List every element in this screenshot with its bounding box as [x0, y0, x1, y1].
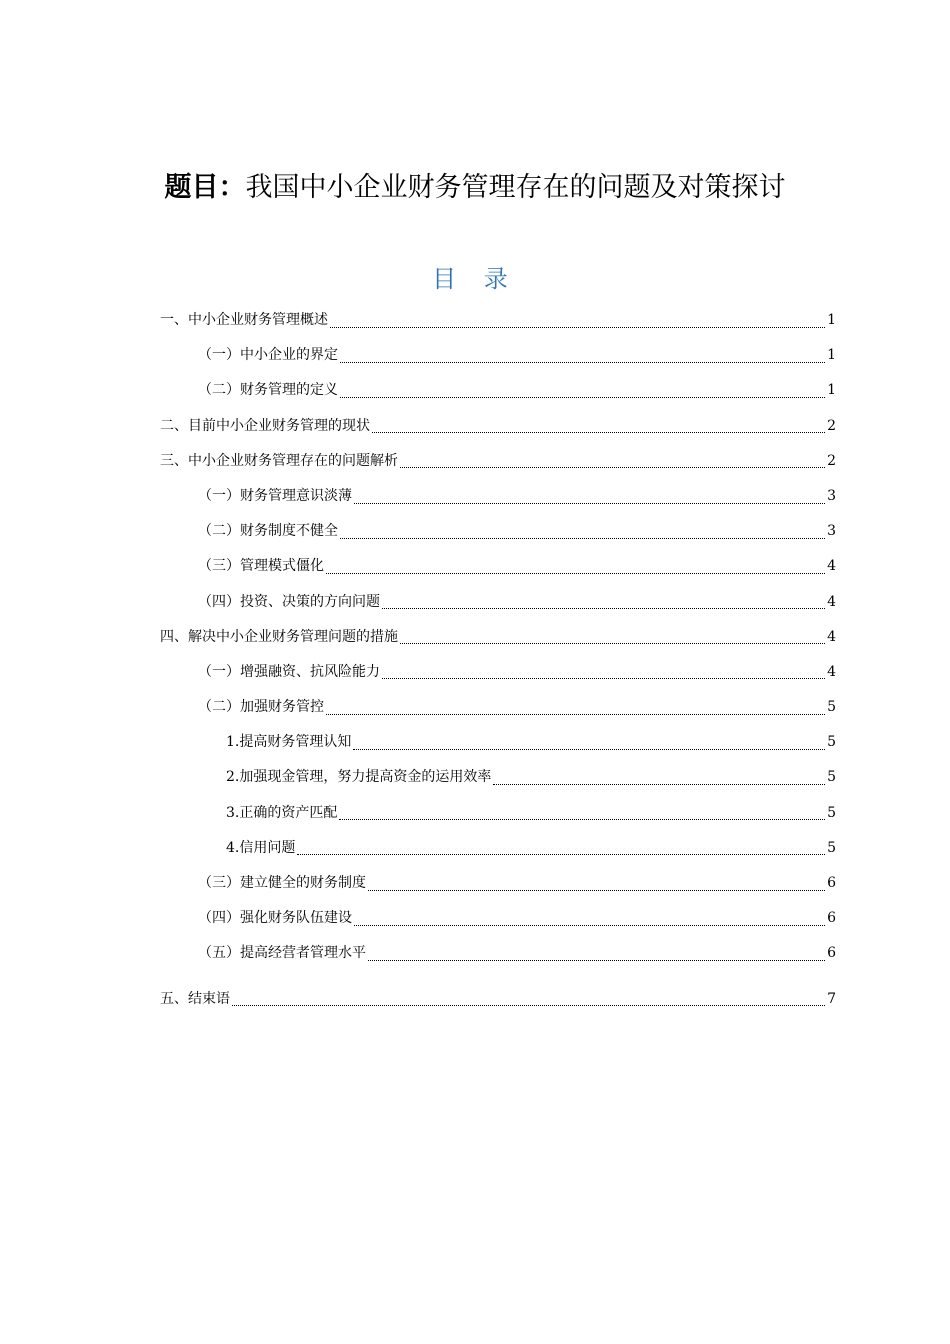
toc-page-number: 5: [827, 769, 836, 786]
toc-page-number: 2: [827, 452, 836, 469]
toc-page-number: 4: [827, 663, 836, 680]
toc-entry[interactable]: [160, 936, 836, 971]
toc-dot-leader: [232, 1004, 825, 1006]
toc-entry-text: （五）提高经营者管理水平: [198, 945, 366, 962]
toc-entry-text: （四）强化财务队伍建设: [198, 910, 352, 927]
toc-page-number: 5: [827, 699, 836, 716]
toc-entry[interactable]: [160, 303, 836, 338]
toc-entry[interactable]: [160, 760, 836, 795]
toc-entry-text: （一）中小企业的界定: [198, 347, 338, 364]
toc-dot-leader: [400, 642, 825, 644]
toc-entry-text: 3.正确的资产匹配: [226, 804, 338, 821]
toc-dot-leader: [339, 818, 825, 820]
toc-dot-leader: [340, 537, 825, 539]
toc-dot-leader: [368, 959, 825, 961]
toc-dot-leader: [382, 607, 825, 609]
toc-page-number: 3: [827, 523, 836, 540]
toc-entry-text: （四）投资、决策的方向问题: [198, 593, 380, 610]
title-text: 我国中小企业财务管理存在的问题及对策探讨: [245, 172, 786, 203]
toc-page-number: 6: [827, 875, 836, 891]
toc-entry-text: 五、结束语: [160, 990, 230, 1007]
toc-dot-leader: [382, 677, 825, 679]
toc-dot-leader: [297, 853, 825, 855]
toc-entry-text: 二、目前中小企业财务管理的现状: [160, 417, 370, 434]
toc-entry[interactable]: [160, 866, 836, 901]
toc-page-number: 4: [827, 628, 836, 645]
toc-heading: 目 录: [432, 265, 518, 293]
toc-entry-text: （二）财务制度不健全: [198, 523, 338, 540]
toc-dot-leader: [330, 326, 825, 328]
toc-dot-leader: [368, 889, 825, 891]
toc-entry[interactable]: [160, 585, 836, 620]
toc-entry[interactable]: [160, 444, 836, 479]
toc-page-number: 6: [827, 910, 836, 927]
toc-page-number: 2: [827, 417, 836, 434]
document-title: [0, 168, 950, 208]
toc-dot-leader: [354, 924, 825, 926]
toc-entry[interactable]: [160, 620, 836, 655]
toc-entry[interactable]: [160, 982, 836, 1017]
table-of-contents: [160, 303, 836, 1017]
toc-entry[interactable]: [160, 725, 836, 760]
toc-entry[interactable]: [160, 514, 836, 549]
toc-entry-text: 1.提高财务管理认知: [226, 734, 352, 751]
toc-dot-leader: [353, 748, 825, 750]
toc-entry-text: （一）财务管理意识淡薄: [198, 487, 352, 504]
toc-page-number: 7: [827, 990, 836, 1007]
toc-dot-leader: [400, 466, 825, 468]
toc-page-number: 6: [827, 945, 836, 962]
toc-entry-text: （二）加强财务管控: [198, 699, 324, 716]
toc-entry[interactable]: [160, 690, 836, 725]
toc-entry-text: 三、中小企业财务管理存在的问题解析: [160, 452, 398, 469]
toc-dot-leader: [372, 431, 825, 433]
title-label: 题目：: [164, 172, 246, 203]
toc-entry-text: 2.加强现金管理，努力提高资金的运用效率: [226, 769, 492, 786]
toc-dot-leader: [340, 361, 825, 363]
toc-page-number: 1: [827, 382, 836, 399]
toc-page-number: 4: [827, 558, 836, 575]
toc-entry[interactable]: [160, 549, 836, 584]
toc-entry[interactable]: [160, 409, 836, 444]
toc-page-number: 5: [827, 734, 836, 751]
toc-page-number: 5: [827, 804, 836, 821]
toc-entry[interactable]: [160, 831, 836, 866]
toc-entry[interactable]: [160, 901, 836, 936]
toc-dot-leader: [326, 572, 825, 574]
toc-page-number: 5: [827, 839, 836, 856]
toc-page-number: 4: [827, 593, 836, 610]
toc-entry-text: （三）建立健全的财务制度: [198, 875, 366, 891]
toc-entry[interactable]: [160, 655, 836, 690]
toc-entry-text: 四、解决中小企业财务管理问题的措施: [160, 628, 398, 645]
toc-entry-text: 一、中小企业财务管理概述: [160, 312, 328, 328]
toc-entry-text: （三）管理模式僵化: [198, 558, 324, 575]
toc-entry[interactable]: [160, 796, 836, 831]
toc-entry-text: （二）财务管理的定义: [198, 382, 338, 399]
toc-dot-leader: [354, 502, 825, 504]
toc-entry[interactable]: [160, 373, 836, 408]
toc-dot-leader: [326, 713, 825, 715]
toc-dot-leader: [340, 396, 825, 398]
toc-entry[interactable]: [160, 479, 836, 514]
toc-dot-leader: [493, 783, 825, 785]
toc-entry[interactable]: [160, 338, 836, 373]
toc-page-number: 1: [827, 347, 836, 364]
toc-entry-text: 4.信用问题: [226, 839, 296, 856]
toc-page-number: 1: [827, 312, 836, 328]
toc-entry-text: （一）增强融资、抗风险能力: [198, 663, 380, 680]
toc-page-number: 3: [827, 487, 836, 504]
